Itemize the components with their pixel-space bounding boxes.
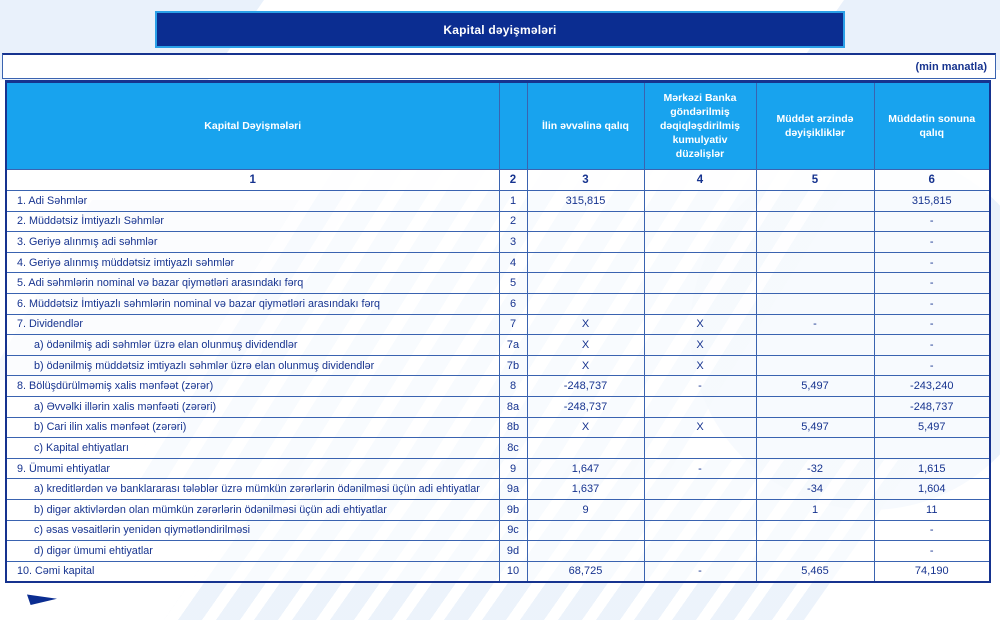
row-value-closing-cell: - [874, 520, 990, 541]
units-band [2, 53, 996, 79]
row-code-cell: 9c [499, 520, 527, 541]
row-value-changes-cell [756, 438, 874, 459]
row-code-cell: 4 [499, 252, 527, 273]
table-row [6, 252, 990, 273]
row-value-opening-cell: X [527, 335, 644, 356]
row-value-adjustments-cell [644, 438, 756, 459]
row-label-cell: 7. Dividendlər [6, 314, 499, 335]
row-value-adjustments-cell [644, 273, 756, 294]
row-value-changes-cell: 1 [756, 499, 874, 520]
row-label-cell: d) digər ümumi ehtiyatlar [6, 541, 499, 562]
row-value-adjustments-cell [644, 252, 756, 273]
row-value-adjustments-cell [644, 499, 756, 520]
table-row [6, 191, 990, 212]
row-label-cell: b) digər aktivlərdən olan mümkün zərərlərin ödənilməsi üçün adi ehtiyatlar [6, 499, 499, 520]
row-value-changes-cell: -34 [756, 479, 874, 500]
row-label-cell: 4. Geriyə alınmış müddətsiz imtiyazlı səhmlər [6, 252, 499, 273]
row-value-adjustments-cell: X [644, 335, 756, 356]
row-value-changes-cell: 5,465 [756, 561, 874, 582]
table-row [6, 458, 990, 479]
table-row [6, 376, 990, 397]
row-value-changes-cell [756, 211, 874, 232]
table-row [6, 417, 990, 438]
table-body [6, 191, 990, 582]
row-label-cell: 10. Cəmi kapital [6, 561, 499, 582]
row-code-cell: 2 [499, 211, 527, 232]
column-number: 6 [874, 170, 990, 191]
row-label-cell: c) Kapital ehtiyatları [6, 438, 499, 459]
row-label-cell: a) Əvvəlki illərin xalis mənfəəti (zərəri) [6, 396, 499, 417]
row-value-adjustments-cell [644, 396, 756, 417]
row-code-cell: 1 [499, 191, 527, 212]
row-value-changes-cell: 5,497 [756, 417, 874, 438]
row-value-opening-cell: X [527, 417, 644, 438]
row-label-cell: 1. Adi Səhmlər [6, 191, 499, 212]
row-value-opening-cell: 1,637 [527, 479, 644, 500]
column-header-closing-balance: Müddətin sonuna qalıq [874, 82, 990, 170]
row-value-opening-cell: -248,737 [527, 376, 644, 397]
row-value-opening-cell [527, 438, 644, 459]
table-row [6, 499, 990, 520]
row-value-closing-cell: 315,815 [874, 191, 990, 212]
row-label-cell: 5. Adi səhmlərin nominal və bazar qiymətləri arasındakı fərq [6, 273, 499, 294]
row-value-changes-cell [756, 273, 874, 294]
row-value-opening-cell: 68,725 [527, 561, 644, 582]
row-value-adjustments-cell [644, 293, 756, 314]
row-value-closing-cell: - [874, 252, 990, 273]
row-value-closing-cell: 11 [874, 499, 990, 520]
row-value-changes-cell [756, 335, 874, 356]
row-value-opening-cell [527, 293, 644, 314]
row-code-cell: 5 [499, 273, 527, 294]
row-code-cell: 9d [499, 541, 527, 562]
capital-changes-table-wrap [5, 80, 989, 583]
row-value-opening-cell: X [527, 355, 644, 376]
table-row [6, 211, 990, 232]
row-value-changes-cell [756, 541, 874, 562]
table-row [6, 355, 990, 376]
row-value-changes-cell: 5,497 [756, 376, 874, 397]
row-value-closing-cell: - [874, 335, 990, 356]
report-title-label: Kapital dəyişmələri [443, 22, 557, 37]
capital-changes-table [5, 80, 991, 583]
column-number: 1 [6, 170, 499, 191]
row-value-changes-cell [756, 293, 874, 314]
row-code-cell: 8 [499, 376, 527, 397]
row-code-cell: 9 [499, 458, 527, 479]
row-code-cell: 8a [499, 396, 527, 417]
row-value-opening-cell [527, 520, 644, 541]
table-row [6, 520, 990, 541]
row-code-cell: 8c [499, 438, 527, 459]
column-header-cumulative-adjustments: Mərkəzi Banka göndərilmiş dəqiqləşdirilmiş kumulyativ düzəlişlər [644, 82, 756, 170]
table-row [6, 396, 990, 417]
column-number: 4 [644, 170, 756, 191]
row-value-closing-cell: 5,497 [874, 417, 990, 438]
column-number: 3 [527, 170, 644, 191]
row-value-opening-cell [527, 252, 644, 273]
row-value-changes-cell [756, 232, 874, 253]
table-row [6, 561, 990, 582]
row-value-closing-cell: - [874, 211, 990, 232]
row-value-opening-cell [527, 541, 644, 562]
row-code-cell: 7b [499, 355, 527, 376]
row-value-changes-cell: -32 [756, 458, 874, 479]
row-value-closing-cell: -248,737 [874, 396, 990, 417]
row-label-cell: 3. Geriyə alınmış adi səhmlər [6, 232, 499, 253]
table-row [6, 438, 990, 459]
row-label-cell: b) Cari ilin xalis mənfəət (zərəri) [6, 417, 499, 438]
row-value-closing-cell: 1,604 [874, 479, 990, 500]
row-label-cell: 8. Bölüşdürülməmiş xalis mənfəət (zərər) [6, 376, 499, 397]
row-value-adjustments-cell [644, 541, 756, 562]
row-value-closing-cell: 74,190 [874, 561, 990, 582]
row-code-cell: 7 [499, 314, 527, 335]
row-value-opening-cell: 9 [527, 499, 644, 520]
table-row [6, 479, 990, 500]
row-value-opening-cell: -248,737 [527, 396, 644, 417]
row-value-adjustments-cell [644, 232, 756, 253]
column-number: 2 [499, 170, 527, 191]
column-header-name: Kapital Dəyişmələri [6, 82, 499, 170]
column-header-code [499, 82, 527, 170]
header-row [6, 82, 990, 170]
row-value-opening-cell [527, 232, 644, 253]
row-value-opening-cell: 1,647 [527, 458, 644, 479]
row-value-closing-cell: 1,615 [874, 458, 990, 479]
row-code-cell: 9b [499, 499, 527, 520]
row-code-cell: 6 [499, 293, 527, 314]
row-value-adjustments-cell: X [644, 314, 756, 335]
column-header-opening-balance: İlin əvvəlinə qalıq [527, 82, 644, 170]
row-value-opening-cell: X [527, 314, 644, 335]
report-title [155, 11, 845, 48]
row-code-cell: 8b [499, 417, 527, 438]
row-value-opening-cell [527, 211, 644, 232]
table-row [6, 541, 990, 562]
row-value-closing-cell: - [874, 314, 990, 335]
row-label-cell: a) ödənilmiş adi səhmlər üzrə elan olunmuş dividendlər [6, 335, 499, 356]
row-code-cell: 10 [499, 561, 527, 582]
row-value-changes-cell [756, 396, 874, 417]
table-row [6, 335, 990, 356]
table-row [6, 232, 990, 253]
row-code-cell: 3 [499, 232, 527, 253]
row-value-changes-cell [756, 252, 874, 273]
row-value-closing-cell: - [874, 232, 990, 253]
row-label-cell: a) kreditlərdən və banklararası tələblər üzrə mümkün zərərlərin ödənilməsi üçün adi ehtiyatlar [6, 479, 499, 500]
row-label-cell: b) ödənilmiş müddətsiz imtiyazlı səhmlər üzrə elan olunmuş dividendlər [6, 355, 499, 376]
row-value-changes-cell: - [756, 314, 874, 335]
table-row [6, 293, 990, 314]
column-number-row [6, 170, 990, 191]
row-value-opening-cell: 315,815 [527, 191, 644, 212]
row-value-adjustments-cell [644, 479, 756, 500]
row-label-cell: 9. Ümumi ehtiyatlar [6, 458, 499, 479]
row-value-closing-cell: - [874, 273, 990, 294]
row-value-closing-cell [874, 438, 990, 459]
column-header-changes: Müddət ərzində dəyişikliklər [756, 82, 874, 170]
row-value-adjustments-cell [644, 191, 756, 212]
table-row [6, 314, 990, 335]
row-value-adjustments-cell: - [644, 376, 756, 397]
row-value-closing-cell: -243,240 [874, 376, 990, 397]
row-value-adjustments-cell: - [644, 458, 756, 479]
row-value-adjustments-cell: X [644, 355, 756, 376]
row-value-closing-cell: - [874, 293, 990, 314]
row-value-opening-cell [527, 273, 644, 294]
row-code-cell: 9a [499, 479, 527, 500]
row-value-adjustments-cell [644, 211, 756, 232]
row-value-adjustments-cell [644, 520, 756, 541]
row-value-closing-cell: - [874, 541, 990, 562]
row-value-adjustments-cell: - [644, 561, 756, 582]
units-note: (min manatla) [915, 60, 987, 73]
row-value-changes-cell [756, 191, 874, 212]
table-row [6, 273, 990, 294]
row-value-changes-cell [756, 520, 874, 541]
row-code-cell: 7a [499, 335, 527, 356]
column-number: 5 [756, 170, 874, 191]
row-label-cell: c) əsas vəsaitlərin yenidən qiymətləndirilməsi [6, 520, 499, 541]
row-value-changes-cell [756, 355, 874, 376]
row-value-closing-cell: - [874, 355, 990, 376]
row-value-adjustments-cell: X [644, 417, 756, 438]
row-label-cell: 2. Müddətsiz İmtiyazlı Səhmlər [6, 211, 499, 232]
row-label-cell: 6. Müddətsiz İmtiyazlı səhmlərin nominal və bazar qiymətləri arasındakı fərq [6, 293, 499, 314]
